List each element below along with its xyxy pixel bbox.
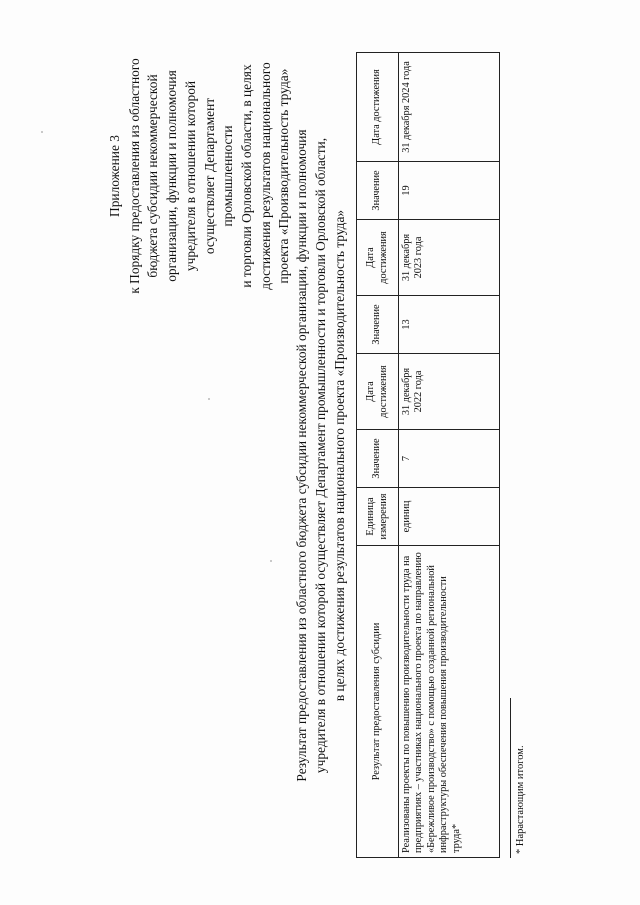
- results-table: [356, 52, 500, 858]
- appendix-line: и торговли Орловской области, в целях: [238, 64, 254, 288]
- document-heading: [292, 53, 349, 858]
- header-date: Дата достижения: [357, 53, 399, 162]
- heading-line: Результат предоставления из областного бюджета субсидии некоммерческой организации, функции и полномочия: [294, 129, 309, 782]
- rotated-content: [72, 53, 580, 858]
- scan-speck: [208, 398, 210, 400]
- cell-value: 13: [399, 296, 500, 354]
- appendix-line: достижения результатов национального: [257, 62, 273, 290]
- appendix-line: учредителя в отношении которой: [182, 80, 198, 272]
- appendix-line: бюджета субсидии некоммерческой: [145, 74, 161, 278]
- cell-value: 19: [399, 162, 500, 220]
- table-row: [399, 53, 500, 858]
- appendix-note: [106, 50, 294, 302]
- appendix-line: осуществляет Департамент промышленности: [201, 97, 236, 255]
- footnote: * Нарастающим итогом.: [515, 745, 526, 854]
- header-unit: Единица измерения: [357, 488, 399, 546]
- header-date: Дата достижения: [357, 354, 399, 430]
- header-date: Дата достижения: [357, 220, 399, 296]
- scan-speck: [41, 131, 43, 133]
- cell-date: 31 декабря 2023 года: [399, 220, 500, 296]
- appendix-line: к Порядку предоставления из областного: [126, 58, 142, 294]
- cell-date: 31 декабря 2022 года: [399, 354, 500, 430]
- header-value: Значение: [357, 430, 399, 488]
- footnote-rule: [510, 698, 511, 858]
- cell-unit: единиц: [399, 488, 500, 546]
- cell-value: 7: [399, 430, 500, 488]
- header-value: Значение: [357, 296, 399, 354]
- scan-speck: [270, 560, 272, 562]
- heading-line: в целях достижения результатов национального проекта «Производительность труда»: [332, 209, 347, 702]
- header-result: Результат предоставления субсидии: [357, 546, 399, 858]
- cell-date: 31 декабря 2024 года: [399, 53, 500, 162]
- appendix-line: организации, функции и полномочия: [164, 70, 180, 282]
- table-header-row: [357, 53, 399, 858]
- header-value: Значение: [357, 162, 399, 220]
- heading-line: учредителя в отношении которой осуществляет Департамент промышленности и торговли Орловской области,: [313, 137, 328, 774]
- appendix-line: проекта «Производительность труда»: [276, 68, 292, 284]
- cell-result: Реализованы проекты по повышению производительности труда на предприятиях – участниках национального проекта по направлению «Бережливое производство» с помощью созданной региональной инфраструктуры обеспечения повышения производительности труда*: [399, 546, 500, 858]
- appendix-title: Приложение 3: [107, 135, 122, 217]
